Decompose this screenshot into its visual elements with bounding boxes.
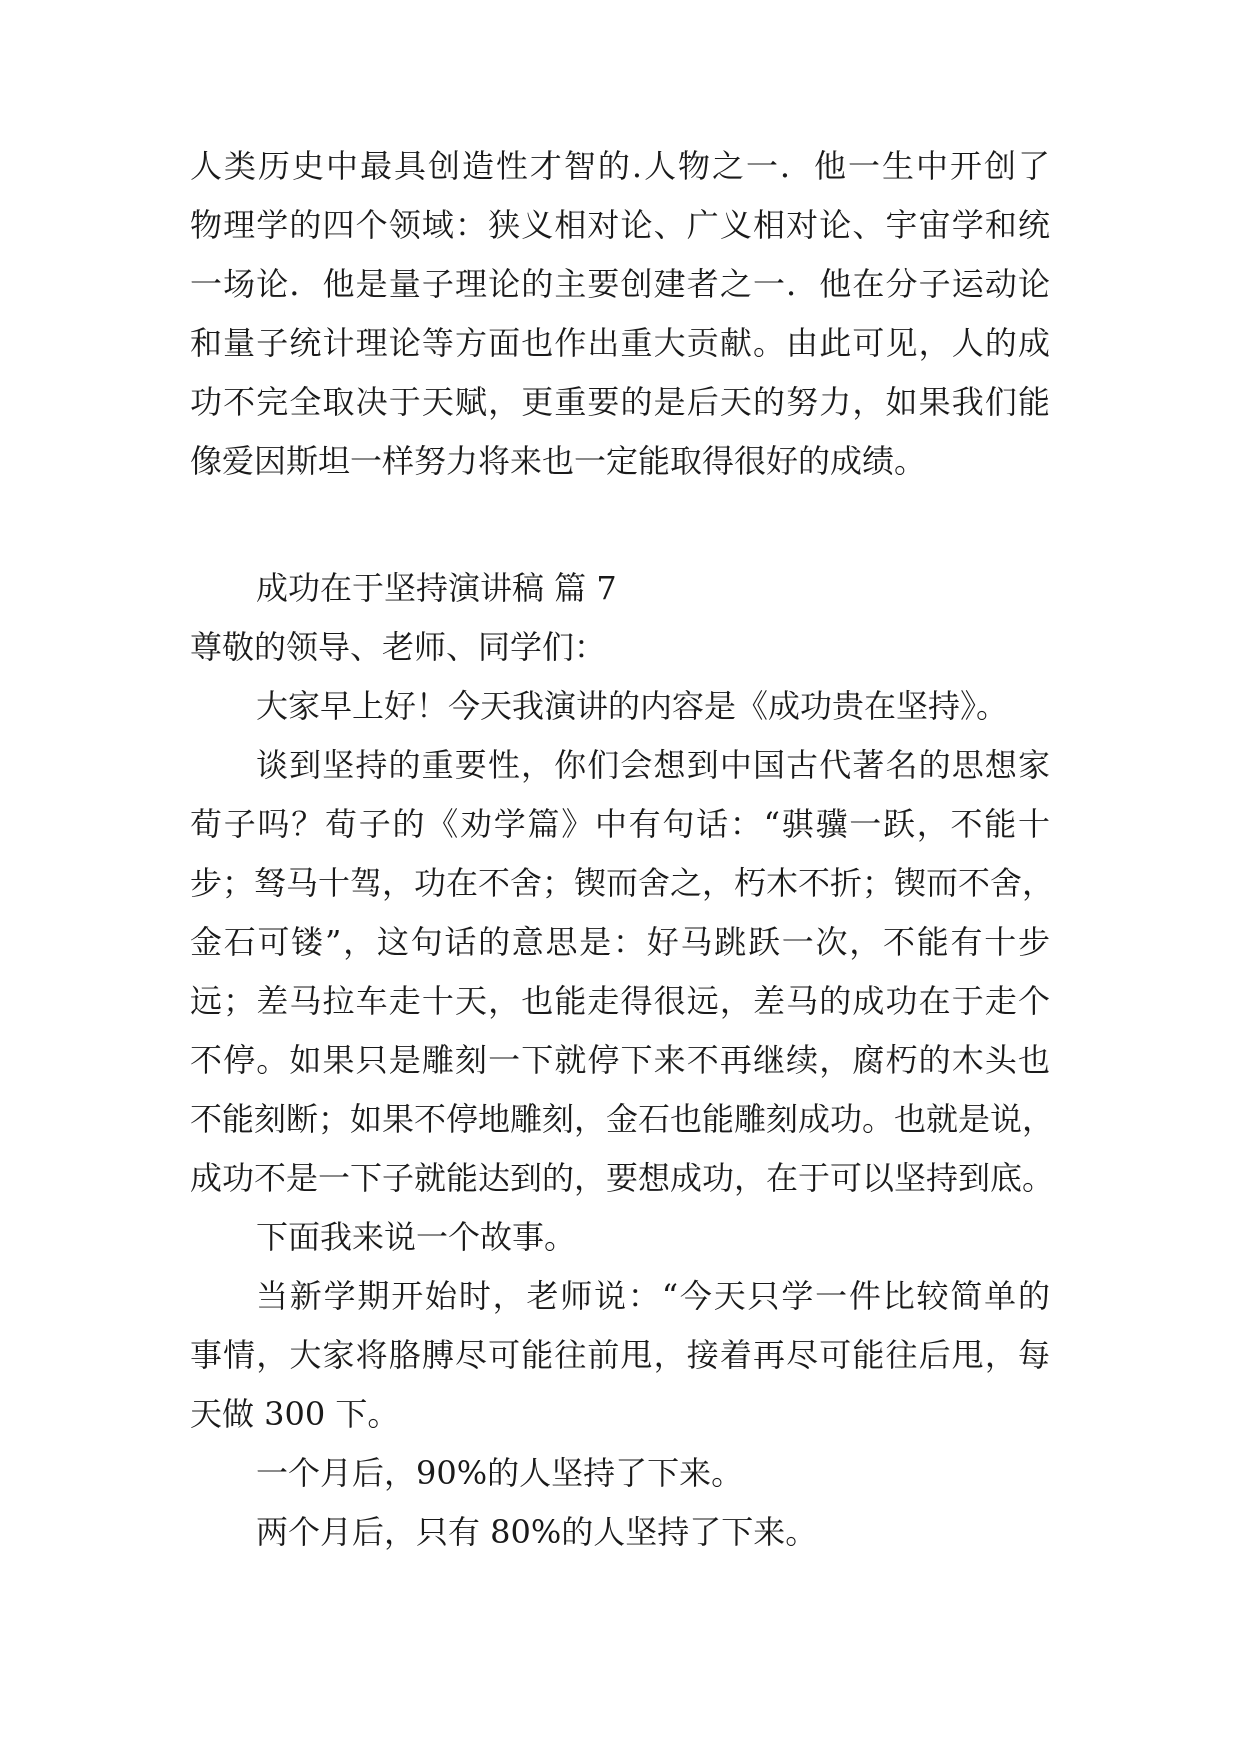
salutation: 尊敬的领导、老师、同学们： bbox=[190, 628, 607, 666]
paragraph-3-line-1: 当新学期开始时，老师说：“今天只学一件比较简单的 bbox=[256, 1277, 1050, 1315]
result-one-month: 一个月后，90%的人坚持了下来。 bbox=[256, 1454, 744, 1492]
paragraph-2-line-1: 谈到坚持的重要性，你们会想到中国古代著名的思想家 bbox=[256, 746, 1050, 784]
paragraph-1-line-3: 一场论．他是量子理论的主要创建者之一．他在分子运动论 bbox=[190, 265, 1050, 303]
result-two-months: 两个月后，只有 80%的人坚持了下来。 bbox=[256, 1513, 818, 1551]
paragraph-3-line-3: 天做 300 下。 bbox=[190, 1395, 400, 1433]
paragraph-2-line-3: 步；驽马十驾，功在不舍；锲而舍之，朽木不折；锲而不舍， bbox=[190, 864, 1055, 902]
paragraph-3-line-2: 事情，大家将胳膊尽可能往前甩，接着再尽可能往后甩，每 bbox=[190, 1336, 1050, 1374]
section-title: 成功在于坚持演讲稿 篇 7 bbox=[256, 569, 617, 607]
paragraph-1-line-1: 人类历史中最具创造性才智的.人物之一．他一生中开创了 bbox=[190, 147, 1050, 185]
greeting: 大家早上好！今天我演讲的内容是《成功贵在坚持》。 bbox=[256, 687, 1009, 725]
paragraph-1-line-2: 物理学的四个领域：狭义相对论、广义相对论、宇宙学和统 bbox=[190, 206, 1050, 244]
story-intro: 下面我来说一个故事。 bbox=[256, 1218, 577, 1256]
paragraph-2-line-8: 成功不是一下子就能达到的，要想成功，在于可以坚持到底。 bbox=[190, 1159, 1055, 1197]
paragraph-1-line-6: 像爱因斯坦一样努力将来也一定能取得很好的成绩。 bbox=[190, 442, 927, 480]
paragraph-2-line-6: 不停。如果只是雕刻一下就停下来不再继续，腐朽的木头也 bbox=[190, 1041, 1050, 1079]
paragraph-1-line-5: 功不完全取决于天赋，更重要的是后天的努力，如果我们能 bbox=[190, 383, 1050, 421]
paragraph-2-line-5: 远；差马拉车走十天，也能走得很远，差马的成功在于走个 bbox=[190, 982, 1050, 1020]
paragraph-2-line-4: 金石可镂”，这句话的意思是：好马跳跃一次，不能有十步 bbox=[190, 923, 1050, 961]
paragraph-2-line-7: 不能刻断；如果不停地雕刻，金石也能雕刻成功。也就是说， bbox=[190, 1100, 1055, 1138]
paragraph-1-line-4: 和量子统计理论等方面也作出重大贡献。由此可见，人的成 bbox=[190, 324, 1050, 362]
paragraph-2-line-2: 荀子吗？荀子的《劝学篇》中有句话：“骐骥一跃，不能十 bbox=[190, 805, 1050, 843]
